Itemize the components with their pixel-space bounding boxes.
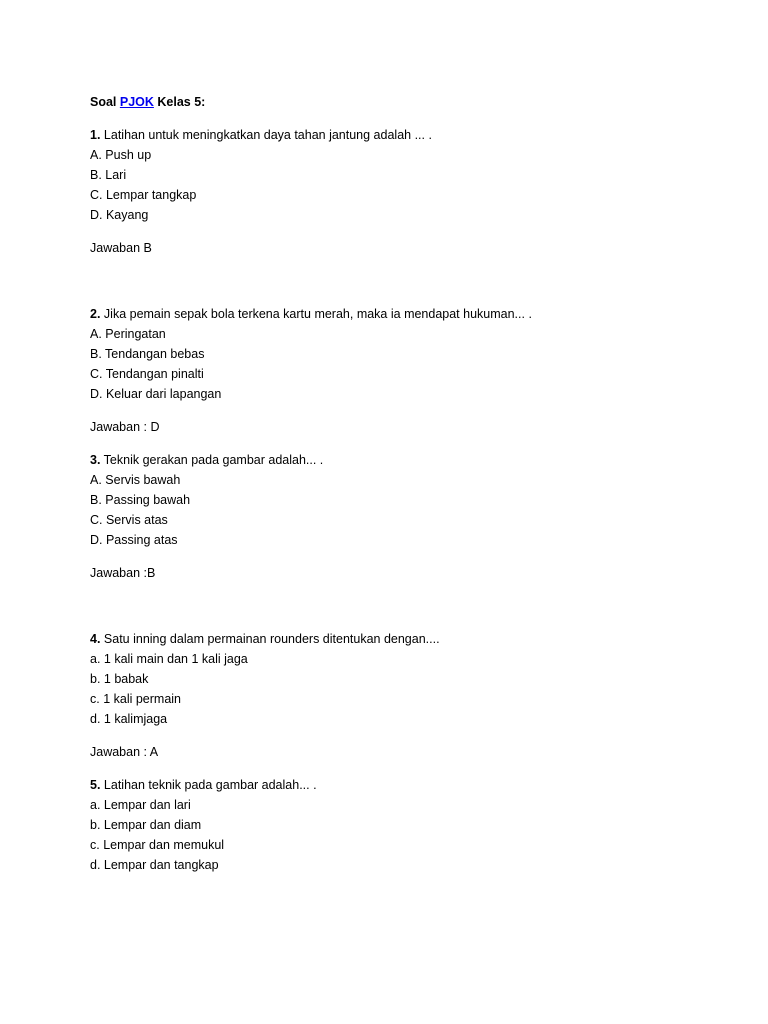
option: B. Lari	[90, 168, 127, 182]
option: c. Lempar dan memukul	[90, 838, 225, 852]
option: a. 1 kali main dan 1 kali jaga	[90, 652, 248, 666]
answer-text: Jawaban : A	[90, 745, 159, 759]
question-body: Teknik gerakan pada gambar adalah... .	[100, 453, 324, 467]
question-body: Satu inning dalam permainan rounders ditentukan dengan....	[100, 632, 440, 646]
question-block	[90, 304, 690, 437]
question-number: 2.	[90, 307, 101, 321]
option: A. Peringatan	[90, 327, 166, 341]
question-text	[90, 304, 690, 324]
question-body: Latihan teknik pada gambar adalah... .	[100, 778, 317, 792]
question-body: Jika pemain sepak bola terkena kartu merah, maka ia mendapat hukuman... .	[100, 307, 532, 321]
question-block	[90, 125, 690, 258]
option: d. 1 kalimjaga	[90, 712, 168, 726]
option: b. 1 babak	[90, 672, 149, 686]
option: D. Kayang	[90, 208, 149, 222]
question-number: 3.	[90, 453, 101, 467]
question-number: 5.	[90, 778, 101, 792]
title-prefix: Soal	[90, 95, 120, 109]
option: A. Push up	[90, 148, 152, 162]
pjok-link[interactable]: PJOK	[119, 95, 154, 109]
document-page	[90, 93, 690, 875]
option: d. Lempar dan tangkap	[90, 858, 219, 872]
option: D. Passing atas	[90, 533, 178, 547]
answer-text: Jawaban B	[90, 241, 152, 255]
answer-text: Jawaban : D	[90, 420, 160, 434]
answer-text: Jawaban :B	[90, 566, 156, 580]
option: D. Keluar dari lapangan	[90, 387, 222, 401]
option: B. Tendangan bebas	[90, 347, 205, 361]
title-suffix: Kelas 5:	[153, 95, 206, 109]
question-number: 4.	[90, 632, 101, 646]
question-text	[90, 629, 690, 649]
option: B. Passing bawah	[90, 493, 191, 507]
option: C. Lempar tangkap	[90, 188, 197, 202]
question-text	[90, 125, 690, 145]
option: a. Lempar dan lari	[90, 798, 191, 812]
question-text	[90, 775, 690, 795]
option: A. Servis bawah	[90, 473, 181, 487]
question-block	[90, 450, 690, 583]
question-block	[90, 629, 690, 762]
option: c. 1 kali permain	[90, 692, 182, 706]
option: b. Lempar dan diam	[90, 818, 202, 832]
question-body: Latihan untuk meningkatkan daya tahan jantung adalah ... .	[100, 128, 432, 142]
option: C. Servis atas	[90, 513, 168, 527]
document-title	[90, 93, 690, 111]
question-text	[90, 450, 690, 470]
question-block	[90, 775, 690, 875]
option: C. Tendangan pinalti	[90, 367, 204, 381]
question-number: 1.	[90, 128, 101, 142]
